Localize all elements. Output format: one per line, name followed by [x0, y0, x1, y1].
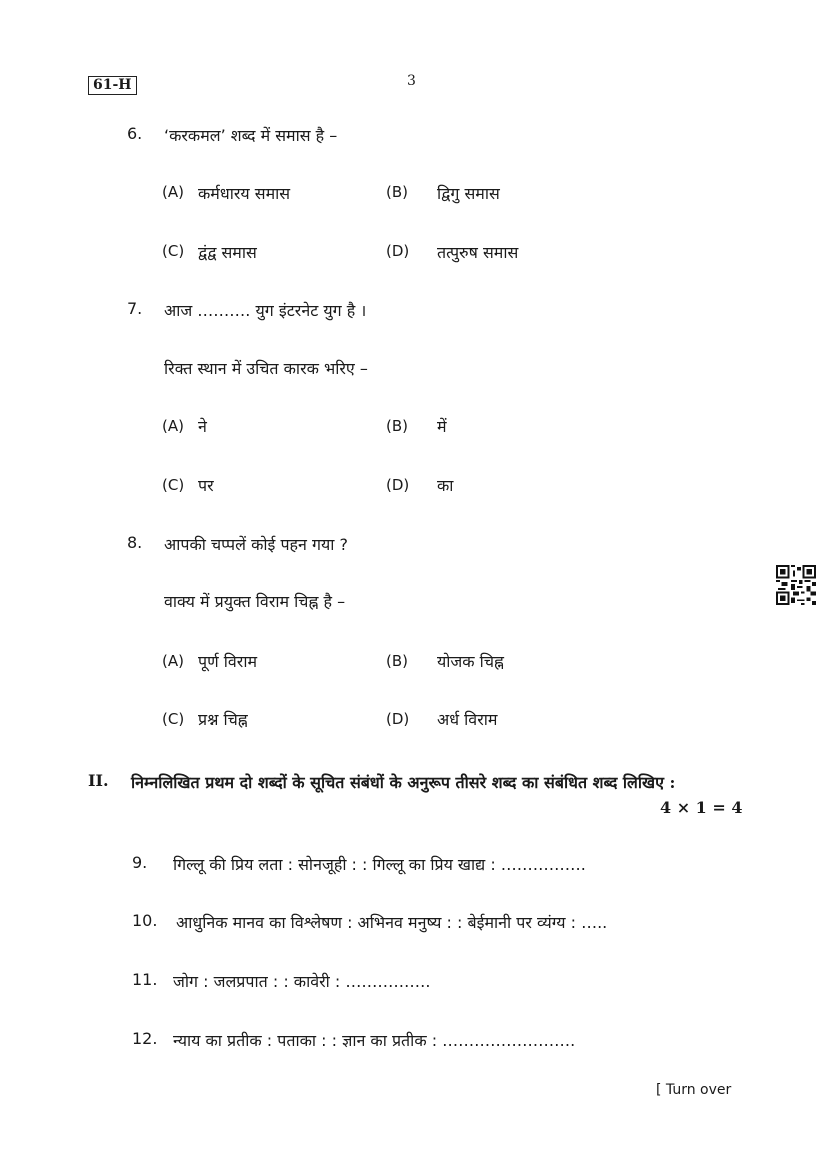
question-instruction: वाक्य में प्रयुक्त विराम चिह्न है – [164, 592, 346, 611]
option-label: (C) [162, 710, 185, 728]
option-text: पूर्ण विराम [198, 652, 258, 671]
option-text: अर्ध विराम [437, 710, 498, 729]
section-marks: 4 × 1 = 4 [660, 798, 743, 817]
item-number: 9. [132, 853, 148, 872]
question-text: आज ………. युग इंटरनेट युग है । [164, 301, 367, 320]
item-text: आधुनिक मानव का विश्लेषण : अभिनव मनुष्य : : बेईमानी पर व्यंग्य : ….. [176, 913, 608, 932]
qr-code-icon [776, 565, 816, 605]
option-text: में [437, 417, 447, 436]
option-text: तत्पुरुष समास [437, 243, 519, 262]
option-label: (D) [386, 242, 410, 260]
item-text: न्याय का प्रतीक : पताका : : ज्ञान का प्रतीक : ……………………. [173, 1031, 576, 1050]
page-number: 3 [407, 73, 416, 89]
option-label: (A) [162, 417, 184, 435]
option-label: (D) [386, 476, 410, 494]
option-text: का [437, 476, 454, 495]
option-label: (C) [162, 242, 185, 260]
item-text: जोग : जलप्रपात : : कावेरी : ……………. [173, 972, 431, 991]
section-numeral: II. [88, 771, 109, 790]
option-label: (B) [386, 652, 408, 670]
option-label: (B) [386, 183, 408, 201]
option-label: (B) [386, 417, 408, 435]
item-text: गिल्लू की प्रिय लता : सोनजूही : : गिल्लू का प्रिय खाद्य : ……………. [173, 855, 586, 874]
option-text: द्विगु समास [437, 184, 500, 203]
option-text: ने [198, 417, 207, 436]
option-text: द्वंद्व समास [198, 243, 257, 262]
question-text: ‘करकमल’ शब्द में समास है – [164, 126, 338, 145]
question-number: 8. [127, 533, 143, 552]
option-text: कर्मधारय समास [198, 184, 291, 203]
option-text: प्रश्न चिह्न [198, 710, 248, 729]
question-text: आपकी चप्पलें कोई पहन गया ? [164, 535, 349, 554]
turn-over-note: [ Turn over [656, 1082, 732, 1098]
question-number: 7. [127, 299, 143, 318]
option-label: (A) [162, 183, 184, 201]
section-instruction: निम्नलिखित प्रथम दो शब्दों के सूचित संबंधों के अनुरूप तीसरे शब्द का संबंधित शब्द लिखिए : [131, 773, 676, 792]
question-instruction: रिक्त स्थान में उचित कारक भरिए – [164, 359, 368, 378]
option-label: (C) [162, 476, 185, 494]
option-text: योजक चिह्न [437, 652, 504, 671]
option-text: पर [198, 476, 214, 495]
paper-code: 61-H [88, 76, 137, 95]
option-label: (D) [386, 710, 410, 728]
item-number: 10. [132, 911, 158, 930]
item-number: 12. [132, 1029, 158, 1048]
option-label: (A) [162, 652, 184, 670]
item-number: 11. [132, 970, 158, 989]
question-number: 6. [127, 124, 143, 143]
